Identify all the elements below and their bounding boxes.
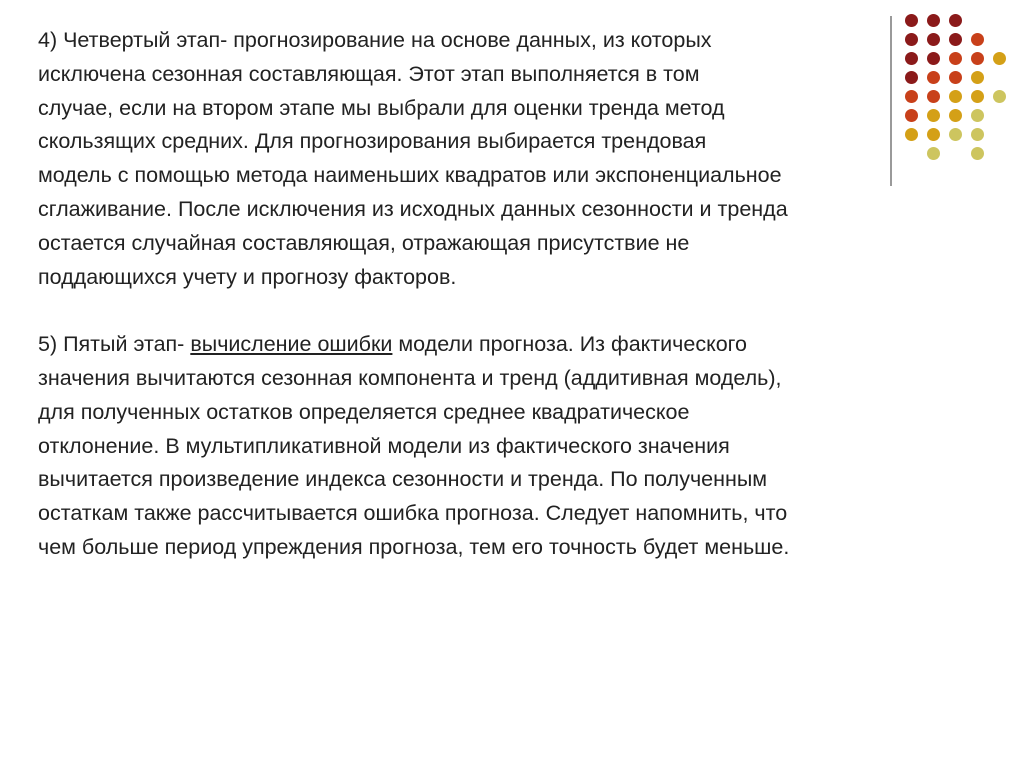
decorative-dot	[949, 71, 962, 84]
decorative-dot	[949, 52, 962, 65]
error-calculation-link[interactable]: вычисление ошибки	[190, 332, 393, 357]
decorative-dot	[971, 90, 984, 103]
decorative-dot	[949, 33, 962, 46]
decorative-dot	[971, 71, 984, 84]
paragraph-stage-4	[38, 24, 938, 294]
text-line: сглаживание. После исключения из исходных данных сезонности и тренда	[38, 196, 788, 221]
decorative-dot	[971, 128, 984, 141]
text-line: остаткам также рассчитывается ошибка прогноза. Следует напомнить, что	[38, 501, 788, 526]
decorative-dot	[993, 52, 1006, 65]
text-line: чем больше период упреждения прогноза, тем его точность будет меньше.	[38, 534, 790, 559]
text-line: случае, если на втором этапе мы выбрали для оценки тренда метод	[38, 95, 725, 120]
text-line	[38, 328, 938, 362]
stage-5-prefix: 5) Пятый этап-	[38, 332, 191, 357]
paragraph-stage-5	[38, 328, 938, 565]
decorative-dot	[949, 14, 962, 27]
text-line: поддающихся учету и прогнозу факторов.	[38, 264, 457, 289]
slide-body	[38, 24, 938, 565]
text-line: скользящих средних. Для прогнозирования выбирается трендовая	[38, 129, 707, 154]
text-line: для полученных остатков определяется среднее квадратическое	[38, 399, 690, 424]
decorative-dot	[971, 147, 984, 160]
text-line: остается случайная составляющая, отражающая присутствие не	[38, 230, 690, 255]
text-line: вычитается произведение индекса сезонности и тренда. По полученным	[38, 467, 768, 492]
stage-5-suffix: модели прогноза. Из фактического	[392, 332, 748, 357]
decorative-dot	[949, 109, 962, 122]
decorative-dot	[949, 128, 962, 141]
text-line: значения вычитаются сезонная компонента и тренд (аддитивная модель),	[38, 365, 782, 390]
text-line: 4) Четвертый этап- прогнозирование на основе данных, из которых	[38, 28, 712, 52]
text-line: модель с помощью метода наименьших квадратов или экспоненциальное	[38, 163, 782, 188]
decorative-dot	[971, 109, 984, 122]
decorative-dot	[971, 52, 984, 65]
text-line: отклонение. В мультипликативной модели из фактического значения	[38, 433, 730, 458]
decorative-dot	[971, 33, 984, 46]
text-line: исключена сезонная составляющая. Этот этап выполняется в том	[38, 61, 700, 86]
decorative-dot	[993, 90, 1006, 103]
decorative-dot	[949, 90, 962, 103]
